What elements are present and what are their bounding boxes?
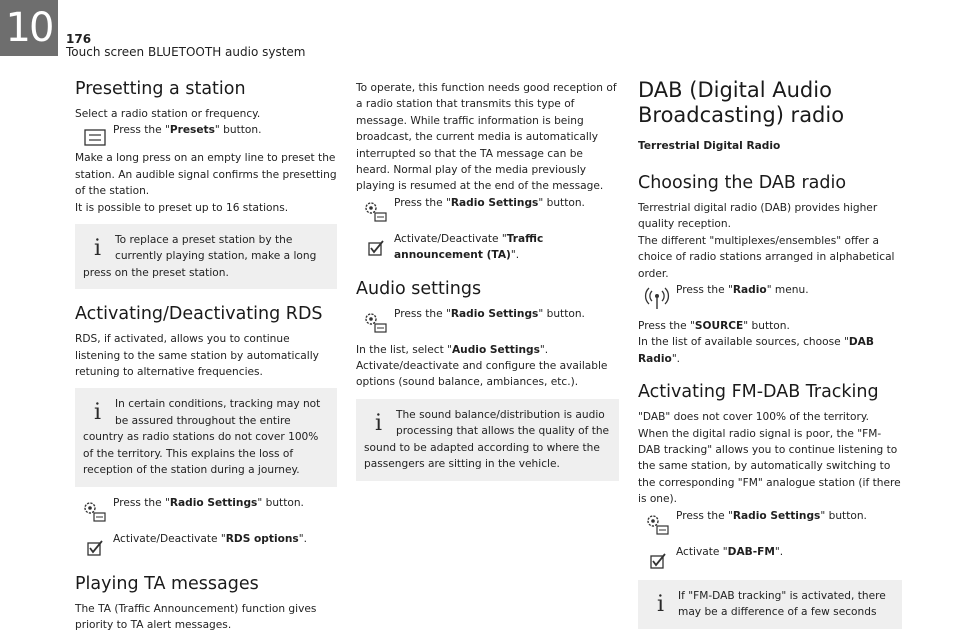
chapter-tab: 10: [0, 0, 58, 56]
ta-step-1: [356, 195, 619, 223]
rds-body: RDS, if activated, allows you to continue listening to the same station by automatically retuning to alternative frequencies.: [75, 333, 319, 379]
ta-step-2: [356, 231, 619, 264]
radio-settings-icon: [362, 199, 388, 223]
heading-rds: Activating/Deactivating RDS: [75, 304, 323, 325]
step-text: Press the ": [113, 496, 170, 509]
rds-step-1: [75, 495, 337, 523]
section-title: Touch screen BLUETOOTH audio system: [66, 45, 306, 59]
note-tracking: [638, 580, 902, 629]
step-bold: Radio Settings: [450, 196, 539, 209]
step-text: Activate ": [676, 545, 728, 558]
step-text: ".: [510, 249, 520, 262]
step-bold: Radio Settings: [450, 307, 539, 320]
step-text: ".: [298, 532, 307, 545]
presetting-body-1: Make a long press on an empty line to preset the station. An audible signal confirms the presetting of the station.: [75, 152, 337, 198]
heading-presetting: Presetting a station: [75, 79, 246, 99]
checkbox-icon: [644, 548, 670, 572]
audio-step: [356, 306, 619, 334]
note-text: The sound balance/distribution is audio processing that allows the quality of the sound to be adapted according to where the passengers are sitting in the vehicle.: [364, 408, 610, 471]
heading-audio-settings: Audio settings: [356, 278, 482, 299]
note-presetting: [75, 224, 337, 289]
presets-list-icon: [81, 126, 107, 150]
heading-ta: Playing TA messages: [75, 573, 259, 594]
column-3: [638, 78, 902, 629]
heading-fm-dab-tracking: Activating FM-DAB Tracking: [638, 382, 879, 403]
step-bold: Presets: [169, 124, 215, 137]
info-icon: i: [94, 236, 102, 262]
tracking-body-2: When the digital radio signal is poor, the "FM-DAB tracking" allows you to continue listening to the same station, by automatically switching to the corresponding "FM" analogue station (if there is one).: [638, 427, 901, 506]
note-audio: [356, 399, 619, 481]
heading-dab: DAB (Digital Audio Broadcasting) radio: [638, 78, 845, 127]
step-text: Press the ": [676, 509, 733, 522]
radio-settings-icon: [644, 512, 670, 536]
presetting-intro: Select a radio station or frequency.: [75, 108, 261, 120]
body-text: In the list, select ": [356, 343, 452, 356]
heading-choosing-dab: Choosing the DAB radio: [638, 173, 847, 193]
info-icon: i: [94, 400, 102, 426]
choosing-body-1: Terrestrial digital radio (DAB) provides higher quality reception.: [638, 202, 878, 231]
tracking-step-1: [638, 508, 902, 536]
step-text: " button.: [214, 124, 262, 137]
body-bold: SOURCE: [694, 320, 744, 333]
step-bold: RDS options: [225, 532, 299, 545]
step-text: Press the ": [113, 124, 170, 137]
step-text: " button.: [257, 496, 304, 509]
step-text: Press the ": [394, 307, 451, 320]
step-bold: Radio Settings: [732, 509, 821, 522]
radio-menu-step: [638, 282, 902, 310]
note-rds: [75, 388, 337, 486]
presetting-body-2: It is possible to preset up to 16 stations.: [75, 201, 289, 214]
step-bold: Traffic announcement (TA): [394, 232, 544, 262]
body-bold: DAB Radio: [638, 336, 874, 365]
note-text: To replace a preset station by the currently playing station, make a long press on the preset station.: [83, 234, 317, 279]
body-text: ".: [539, 343, 549, 356]
step-bold: Radio Settings: [169, 496, 258, 509]
choosing-body-2: The different "multiplexes/ensembles" offer a choice of radio stations arranged in alphabetical order.: [638, 234, 895, 280]
checkbox-icon: [81, 535, 107, 559]
subheading-dab: Terrestrial Digital Radio: [638, 140, 781, 152]
body-text: ".: [671, 352, 681, 365]
step-text: " button.: [538, 307, 585, 320]
body-text: In the list of available sources, choose ": [638, 336, 849, 349]
step-text: " button.: [538, 196, 585, 209]
step-text: " button.: [820, 509, 867, 522]
step-text: Activate/Deactivate ": [394, 232, 507, 245]
note-text: In certain conditions, tracking may not be assured throughout the entire country as radio stations do not cover 100% of the territory. This explains the loss of reception of the station during a journey.: [83, 398, 321, 477]
step-text: Press the ": [394, 196, 451, 209]
ta-body-continued: To operate, this function needs good reception of a radio station that transmits this type of message. While traffic information is being broadcast, the current media is automatically interrupted so that the TA message can be heard. Normal play of the media previously playing is resumed at the end of the message.: [356, 82, 617, 193]
radio-settings-icon: [81, 499, 107, 523]
radio-antenna-icon: [644, 286, 670, 310]
checkbox-icon: [362, 235, 388, 259]
presets-step: [75, 122, 337, 150]
choosing-body-3: [638, 318, 902, 334]
step-bold: Radio: [732, 284, 767, 297]
info-icon: i: [657, 591, 665, 617]
step-text: Press the ": [676, 284, 733, 297]
choosing-body-4: [638, 334, 902, 367]
ta-body: The TA (Traffic Announcement) function gives priority to TA alert messages.: [75, 602, 317, 631]
body-bold: Audio Settings: [451, 343, 540, 356]
step-bold: DAB-FM: [727, 545, 775, 558]
step-text: " menu.: [766, 284, 809, 297]
tracking-body-1: "DAB" does not cover 100% of the territory.: [638, 411, 869, 424]
column-1: [75, 78, 337, 633]
audio-body-2: Activate/deactivate and configure the available options (sound balance, ambiances, etc.).: [356, 360, 608, 389]
column-2: [356, 80, 619, 481]
info-icon: i: [375, 410, 383, 436]
step-text: ".: [774, 545, 784, 558]
rds-step-2: [75, 531, 337, 559]
radio-settings-icon: [362, 310, 388, 334]
step-text: Activate/Deactivate ": [113, 532, 226, 545]
page-number: 176: [66, 32, 92, 46]
note-text: If "FM-DAB tracking" is activated, there may be a difference of a few seconds: [678, 589, 886, 619]
body-text: Press the ": [638, 320, 695, 333]
body-text: " button.: [743, 320, 790, 333]
tracking-step-2: [638, 544, 902, 572]
audio-body-1: [356, 342, 619, 358]
